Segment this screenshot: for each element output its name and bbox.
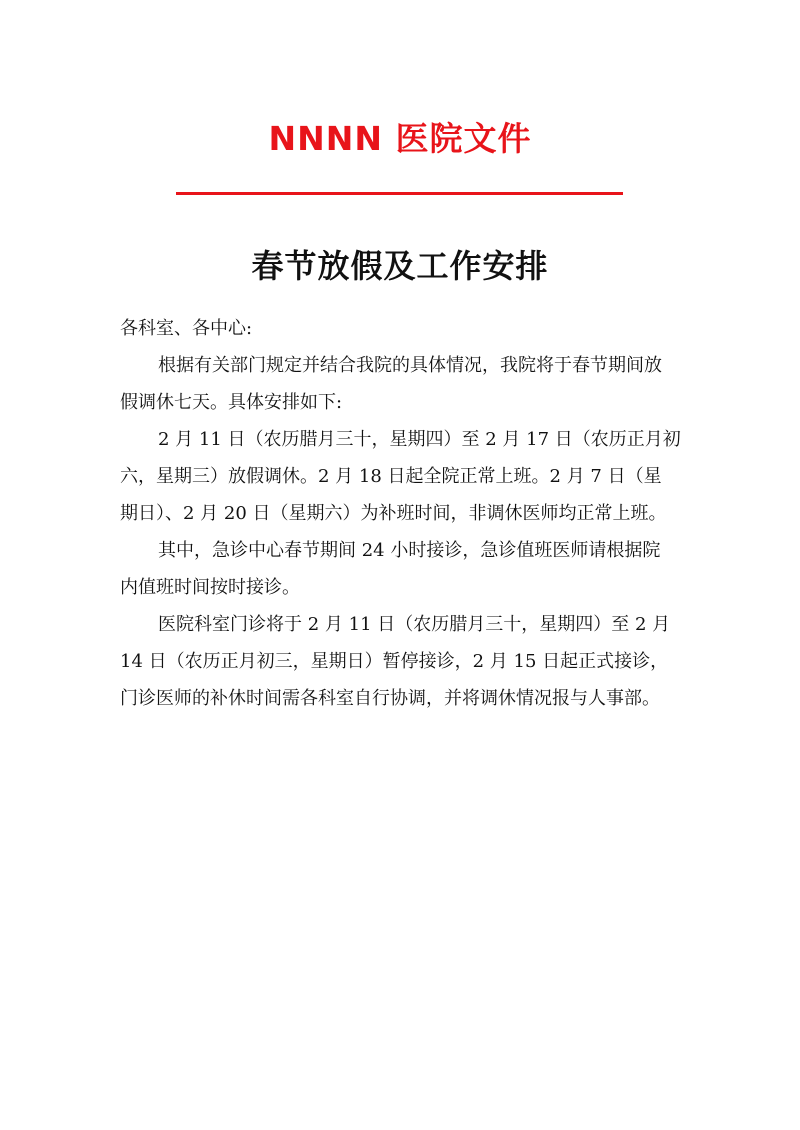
paragraph-line: 假调休七天。具体安排如下: bbox=[120, 392, 343, 413]
salutation-text: 各科室、各中心: bbox=[120, 318, 253, 339]
paragraph-line: 内值班时间按时接诊。 bbox=[120, 577, 300, 598]
letterhead-title: NNNN 医院文件 bbox=[268, 119, 532, 158]
paragraph-2 bbox=[120, 421, 686, 532]
salutation bbox=[120, 310, 686, 347]
paragraph-line: 根据有关部门规定并结合我院的具体情况，我院将于春节期间放 bbox=[158, 355, 662, 376]
paragraph-1 bbox=[120, 347, 686, 421]
paragraph-line: 14 日（农历正月初三，星期日）暂停接诊，2 月 15 日起正式接诊， bbox=[120, 651, 669, 672]
document-body bbox=[120, 310, 686, 717]
paragraph-line: 六，星期三）放假调休。2 月 18 日起全院正常上班。2 月 7 日（星 bbox=[120, 466, 662, 487]
paragraph-line: 期日）、2 月 20 日（星期六）为补班时间，非调休医师均正常上班。 bbox=[120, 503, 667, 524]
paragraph-line: 门诊医师的补休时间需各科室自行协调，并将调休情况报与人事部。 bbox=[120, 688, 660, 709]
paragraph-4 bbox=[120, 606, 686, 717]
red-divider-line bbox=[176, 192, 623, 195]
paragraph-line: 2 月 11 日（农历腊月三十，星期四）至 2 月 17 日（农历正月初 bbox=[158, 429, 681, 450]
paragraph-3 bbox=[120, 532, 686, 606]
document-title: 春节放假及工作安排 bbox=[251, 247, 549, 285]
paragraph-line: 其中，急诊中心春节期间 24 小时接诊，急诊值班医师请根据院 bbox=[158, 540, 661, 561]
paragraph-line: 医院科室门诊将于 2 月 11 日（农历腊月三十，星期四）至 2 月 bbox=[158, 614, 671, 635]
